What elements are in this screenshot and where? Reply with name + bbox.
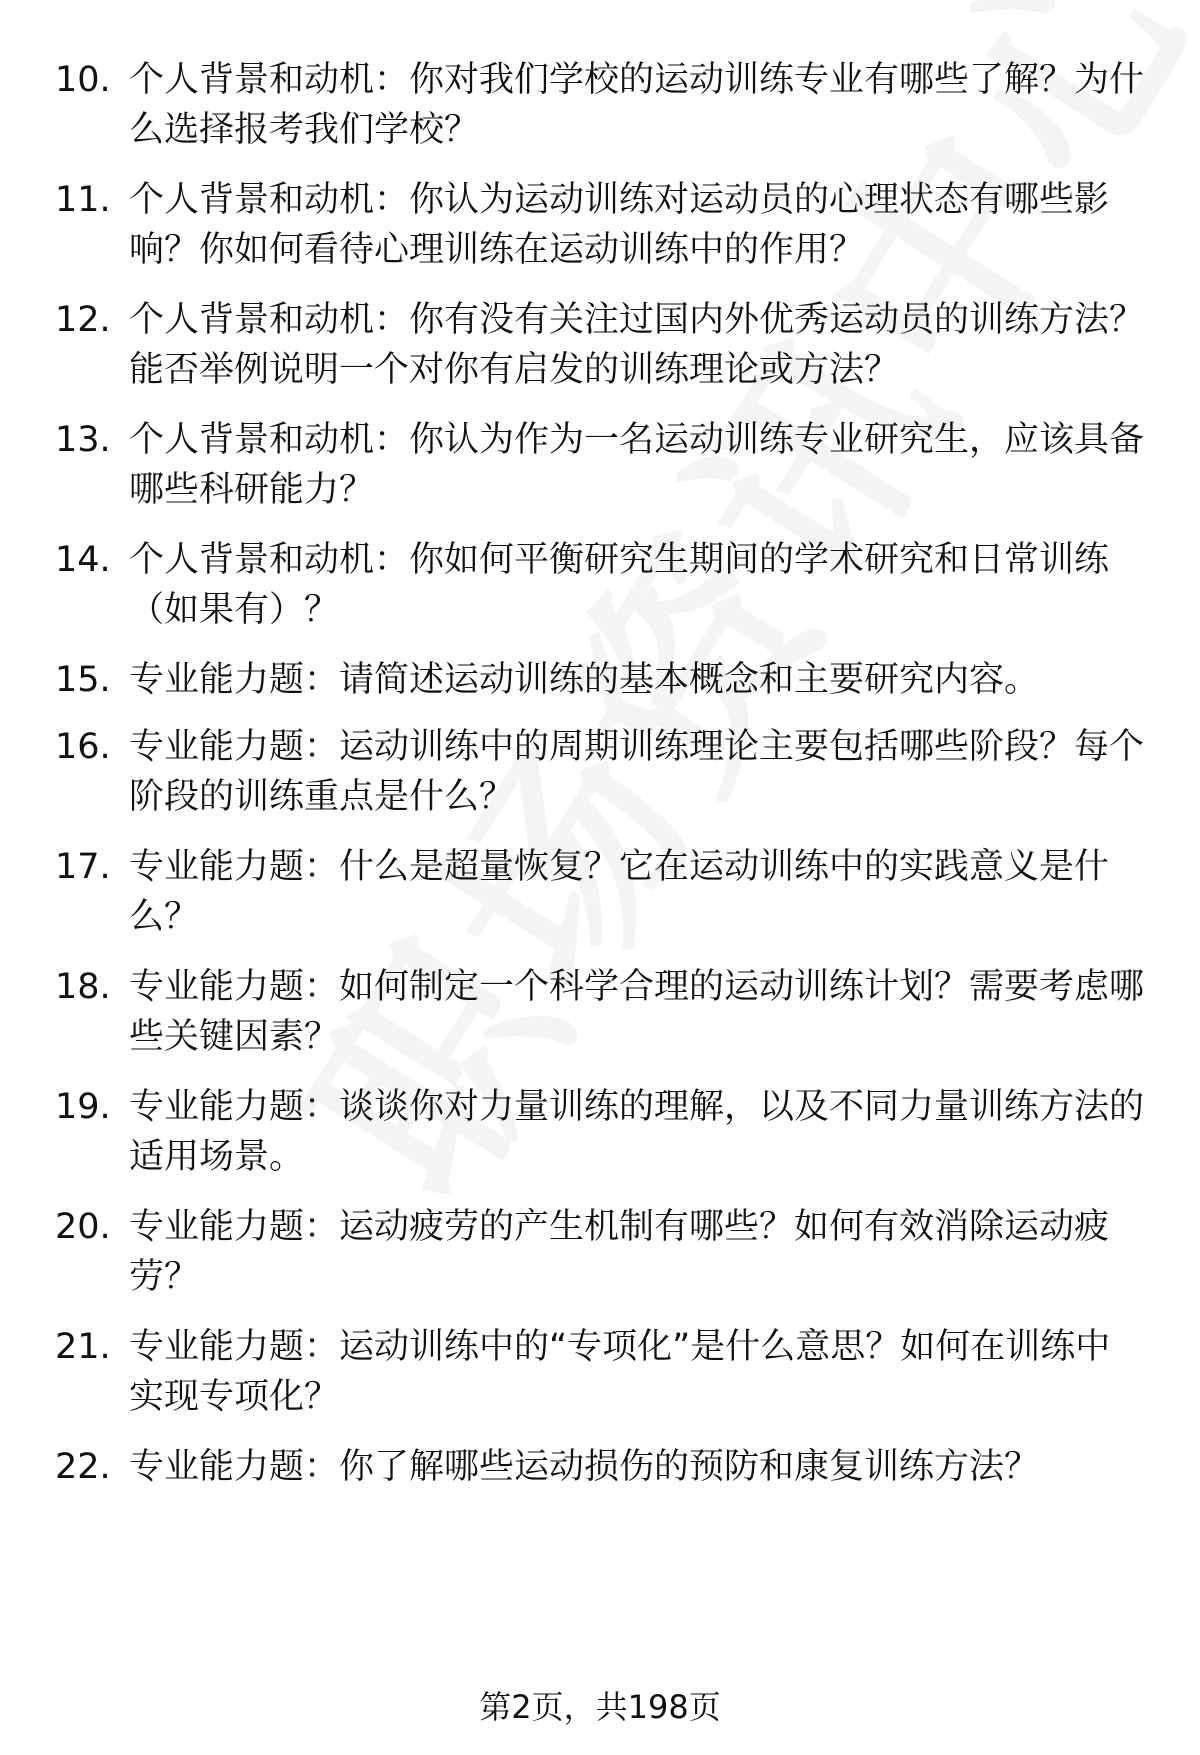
question-item [55,55,1145,155]
question-item [55,655,1145,705]
question-number: 14. [55,540,111,580]
question-number: 15. [55,660,111,700]
question-item [55,535,1145,635]
question-number: 12. [55,300,111,340]
question-text: 专业能力题：运动训练中的周期训练理论主要包括哪些阶段？每个阶段的训练重点是什么？ [129,727,1145,817]
question-number: 18. [55,967,111,1007]
question-item [55,1442,1145,1492]
question-item [55,175,1145,275]
question-number: 13. [55,420,111,460]
question-text: 专业能力题：运动疲劳的产生机制有哪些？如何有效消除运动疲劳？ [129,1207,1110,1297]
question-text: 专业能力题：请简述运动训练的基本概念和主要研究内容。 [129,660,1040,700]
question-number: 16. [55,727,111,767]
question-number: 22. [55,1447,111,1487]
question-item [55,415,1145,515]
question-item [55,1322,1145,1422]
question-item [55,722,1145,822]
question-item [55,842,1145,942]
question-number: 10. [55,60,111,100]
question-text: 专业能力题：你了解哪些运动损伤的预防和康复训练方法？ [129,1447,1040,1487]
question-number: 19. [55,1087,111,1127]
question-item [55,1202,1145,1302]
question-text: 个人背景和动机：你对我们学校的运动训练专业有哪些了解？为什么选择报考我们学校？ [129,60,1145,150]
question-number: 21. [55,1327,111,1367]
question-text: 个人背景和动机：你如何平衡研究生期间的学术研究和日常训练（如果有）？ [129,540,1110,630]
question-number: 17. [55,847,111,887]
question-item [55,962,1145,1062]
question-number: 11. [55,180,111,220]
question-text: 专业能力题：什么是超量恢复？它在运动训练中的实践意义是什么？ [129,847,1110,937]
question-text: 专业能力题：运动训练中的“专项化”是什么意思？如何在训练中实现专项化？ [129,1327,1111,1417]
question-text: 专业能力题：谈谈你对力量训练的理解，以及不同力量训练方法的适用场景。 [129,1087,1145,1177]
question-item [55,295,1145,395]
question-text: 个人背景和动机：你认为作为一名运动训练专业研究生，应该具备哪些科研能力？ [129,420,1145,510]
question-item [55,1082,1145,1182]
question-text: 个人背景和动机：你认为运动训练对运动员的心理状态有哪些影响？你如何看待心理训练在运动训练中的作用？ [129,180,1110,270]
question-number: 20. [55,1207,111,1247]
question-text: 个人背景和动机：你有没有关注过国内外优秀运动员的训练方法？能否举例说明一个对你有启发的训练理论或方法？ [129,300,1145,390]
page-footer: 第2页，共198页 [479,1688,721,1726]
question-text: 专业能力题：如何制定一个科学合理的运动训练计划？需要考虑哪些关键因素？ [129,967,1145,1057]
